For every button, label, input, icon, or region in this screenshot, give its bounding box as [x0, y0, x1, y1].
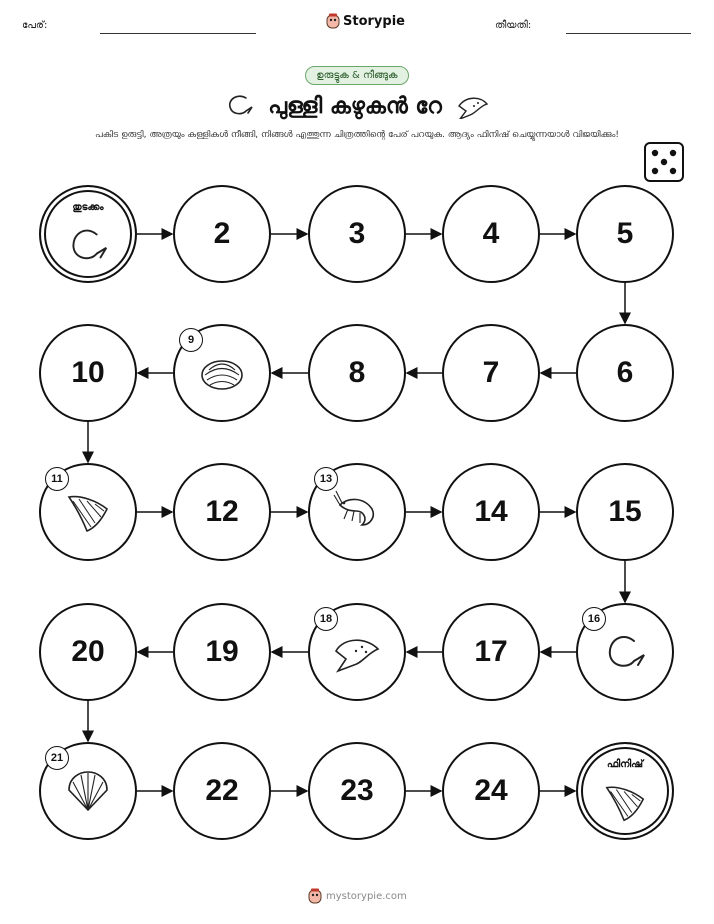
- board-space: [576, 324, 674, 422]
- board-space: [308, 463, 406, 561]
- board-space: [308, 742, 406, 840]
- board-space: [308, 185, 406, 283]
- space-number: 7: [482, 356, 500, 389]
- finish-space: [576, 742, 674, 840]
- board-space: [442, 603, 540, 701]
- space-number: 17: [474, 635, 508, 668]
- space-number-badge: 18: [314, 607, 338, 631]
- board-space: [39, 742, 137, 840]
- board-space: [39, 603, 137, 701]
- activity-badge: ഉരുട്ടുക & നീങ്ങുക: [305, 66, 408, 85]
- space-number: 2: [213, 217, 231, 250]
- space-number: 20: [71, 635, 105, 668]
- brand-name: Storypie: [343, 13, 405, 29]
- board-space: [442, 463, 540, 561]
- space-number: 3: [348, 217, 366, 250]
- space-number: 8: [348, 356, 366, 389]
- ray-icon: [332, 627, 382, 677]
- board-space: [442, 742, 540, 840]
- start-space: [39, 185, 137, 283]
- space-number: 10: [71, 356, 105, 389]
- board-space: [173, 324, 271, 422]
- space-number: 15: [608, 495, 642, 528]
- space-number-badge: 21: [45, 746, 69, 770]
- start-label: തുടക്കം: [72, 202, 104, 213]
- board-space: [39, 463, 137, 561]
- board-space: [173, 463, 271, 561]
- space-number-badge: 13: [314, 467, 338, 491]
- board-space: [308, 324, 406, 422]
- space-number: 24: [474, 774, 508, 807]
- space-number: 4: [482, 217, 500, 250]
- space-number: 14: [474, 495, 508, 528]
- finish-label: ഫിനിഷ്: [606, 759, 644, 770]
- board-space: [576, 463, 674, 561]
- page-title: പുള്ളി കഴുകൻ റേ: [268, 93, 442, 119]
- space-number: 5: [616, 217, 634, 250]
- footer-url: mystorypie.com: [326, 890, 407, 902]
- hook-icon: [64, 221, 112, 269]
- fin-icon: [601, 778, 649, 826]
- board-space: [576, 603, 674, 701]
- space-number: 19: [205, 635, 239, 668]
- shell-icon: [63, 766, 113, 816]
- board-space: [308, 603, 406, 701]
- date-label: തീയതി:: [495, 20, 532, 31]
- space-number: 23: [340, 774, 374, 807]
- space-number: 22: [205, 774, 239, 807]
- footer: [308, 888, 407, 904]
- space-number: 12: [205, 495, 239, 528]
- shrimp-icon: [332, 487, 382, 537]
- space-number-badge: 11: [45, 467, 69, 491]
- instructions: പകിട ഉരുട്ടി, അത്രയും കള്ളികൾ നീങ്ങി, നിങ്ങൾ എത്തുന്ന ചിത്രത്തിന്റെ പേര് പറയുക. ആദ്യം ഫിനിഷ് ചെയ്യുന്നയാൾ വിജയിക്കും!: [95, 130, 619, 140]
- board-space: [576, 185, 674, 283]
- space-number-badge: 9: [179, 328, 203, 352]
- fin-icon: [63, 487, 113, 537]
- space-number-badge: 16: [582, 607, 606, 631]
- board-space: [173, 742, 271, 840]
- board-space: [173, 603, 271, 701]
- clam-icon: [197, 348, 247, 398]
- name-label: പേര്:: [22, 20, 48, 31]
- space-number: 6: [616, 356, 634, 389]
- board-space: [442, 324, 540, 422]
- board-space: [173, 185, 271, 283]
- board-space: [442, 185, 540, 283]
- hook-icon: [600, 627, 650, 677]
- storypie-logo-icon: [308, 888, 322, 904]
- board-space: [39, 324, 137, 422]
